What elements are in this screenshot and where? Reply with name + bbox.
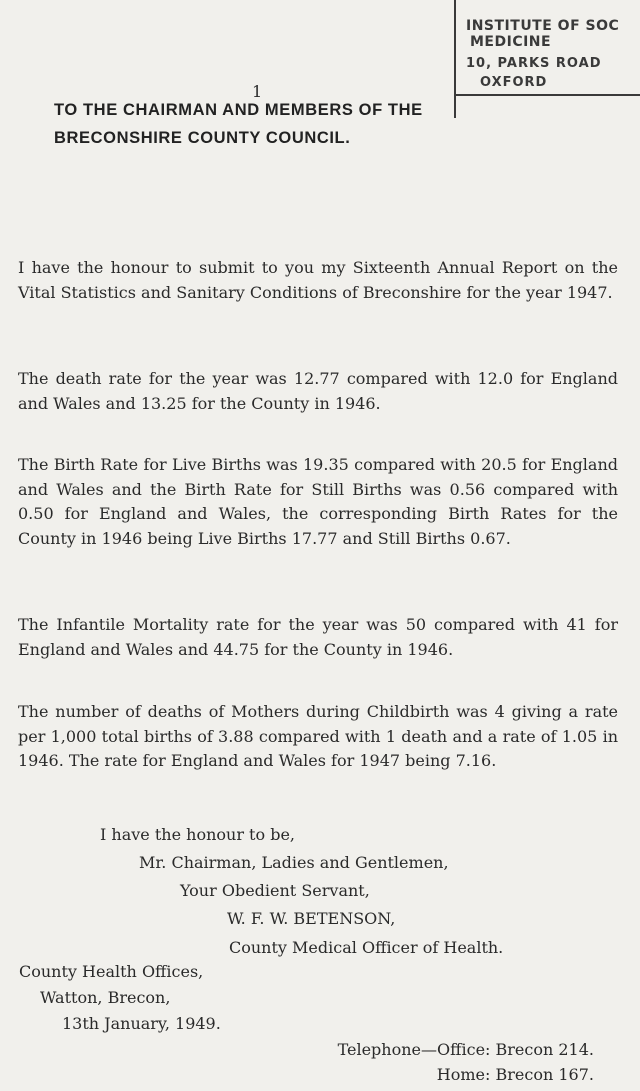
- closing-line-1: I have the honour to be,: [100, 825, 295, 844]
- page-number: 1: [252, 82, 263, 101]
- closing-line-3: Your Obedient Servant,: [180, 881, 370, 900]
- stamp-line-institute: INSTITUTE OF SOC: [466, 18, 620, 34]
- heading-line-2: BRECONSHIRE COUNTY COUNCIL.: [54, 129, 351, 147]
- stamp-line-medicine: MEDICINE: [470, 34, 552, 50]
- paragraph-death-rate: The death rate for the year was 12.77 compared with 12.0 for England and Wales and 13.25 for the County in 1946.: [18, 369, 618, 413]
- signatory-name: W. F. W. BETENSON,: [227, 909, 396, 928]
- telephone-office: [338, 1040, 594, 1059]
- telephone-office-value: Brecon 214.: [495, 1040, 594, 1059]
- stamp-rule: [456, 94, 640, 96]
- telephone-home: [437, 1065, 594, 1084]
- paragraph-birth-rate: The Birth Rate for Live Births was 19.35 compared with 20.5 for England and Wales and the Birth Rate for Still Births was 0.56 compared with 0.50 for England and Wales, the corresponding Birth Rates for the County in 1946 being Live Births 17.77 and Still Births 0.67.: [18, 455, 618, 548]
- paragraph-intro: I have the honour to submit to you my Sixteenth Annual Report on the Vital Statistics and Sanitary Conditions of Breconshire for the year 1947.: [18, 258, 618, 302]
- paragraph-infant-mortality: The Infantile Mortality rate for the year was 50 compared with 41 for England and Wales and 44.75 for the County in 1946.: [18, 615, 618, 659]
- telephone-office-label: Telephone—Office:: [337, 1040, 491, 1059]
- paragraph-maternal-deaths: The number of deaths of Mothers during Childbirth was 4 giving a rate per 1,000 total births of 3.88 compared with 1 death and a rate of 1.05 in 1946. The rate for England and Wales for 1947 being 7.16.: [18, 702, 618, 770]
- telephone-home-label: Home:: [436, 1065, 491, 1084]
- heading-line-1: TO THE CHAIRMAN AND MEMBERS OF THE: [54, 101, 423, 119]
- address-line-1: County Health Offices,: [19, 962, 204, 981]
- stamp-line-address: 10, PARKS ROAD: [466, 56, 602, 71]
- closing-line-2: Mr. Chairman, Ladies and Gentlemen,: [139, 853, 449, 872]
- signatory-title: County Medical Officer of Health.: [229, 938, 504, 957]
- telephone-home-value: Brecon 167.: [495, 1065, 594, 1084]
- address-date: 13th January, 1949.: [62, 1014, 221, 1033]
- address-line-2: Watton, Brecon,: [40, 988, 171, 1007]
- stamp-line-city: OXFORD: [480, 75, 548, 90]
